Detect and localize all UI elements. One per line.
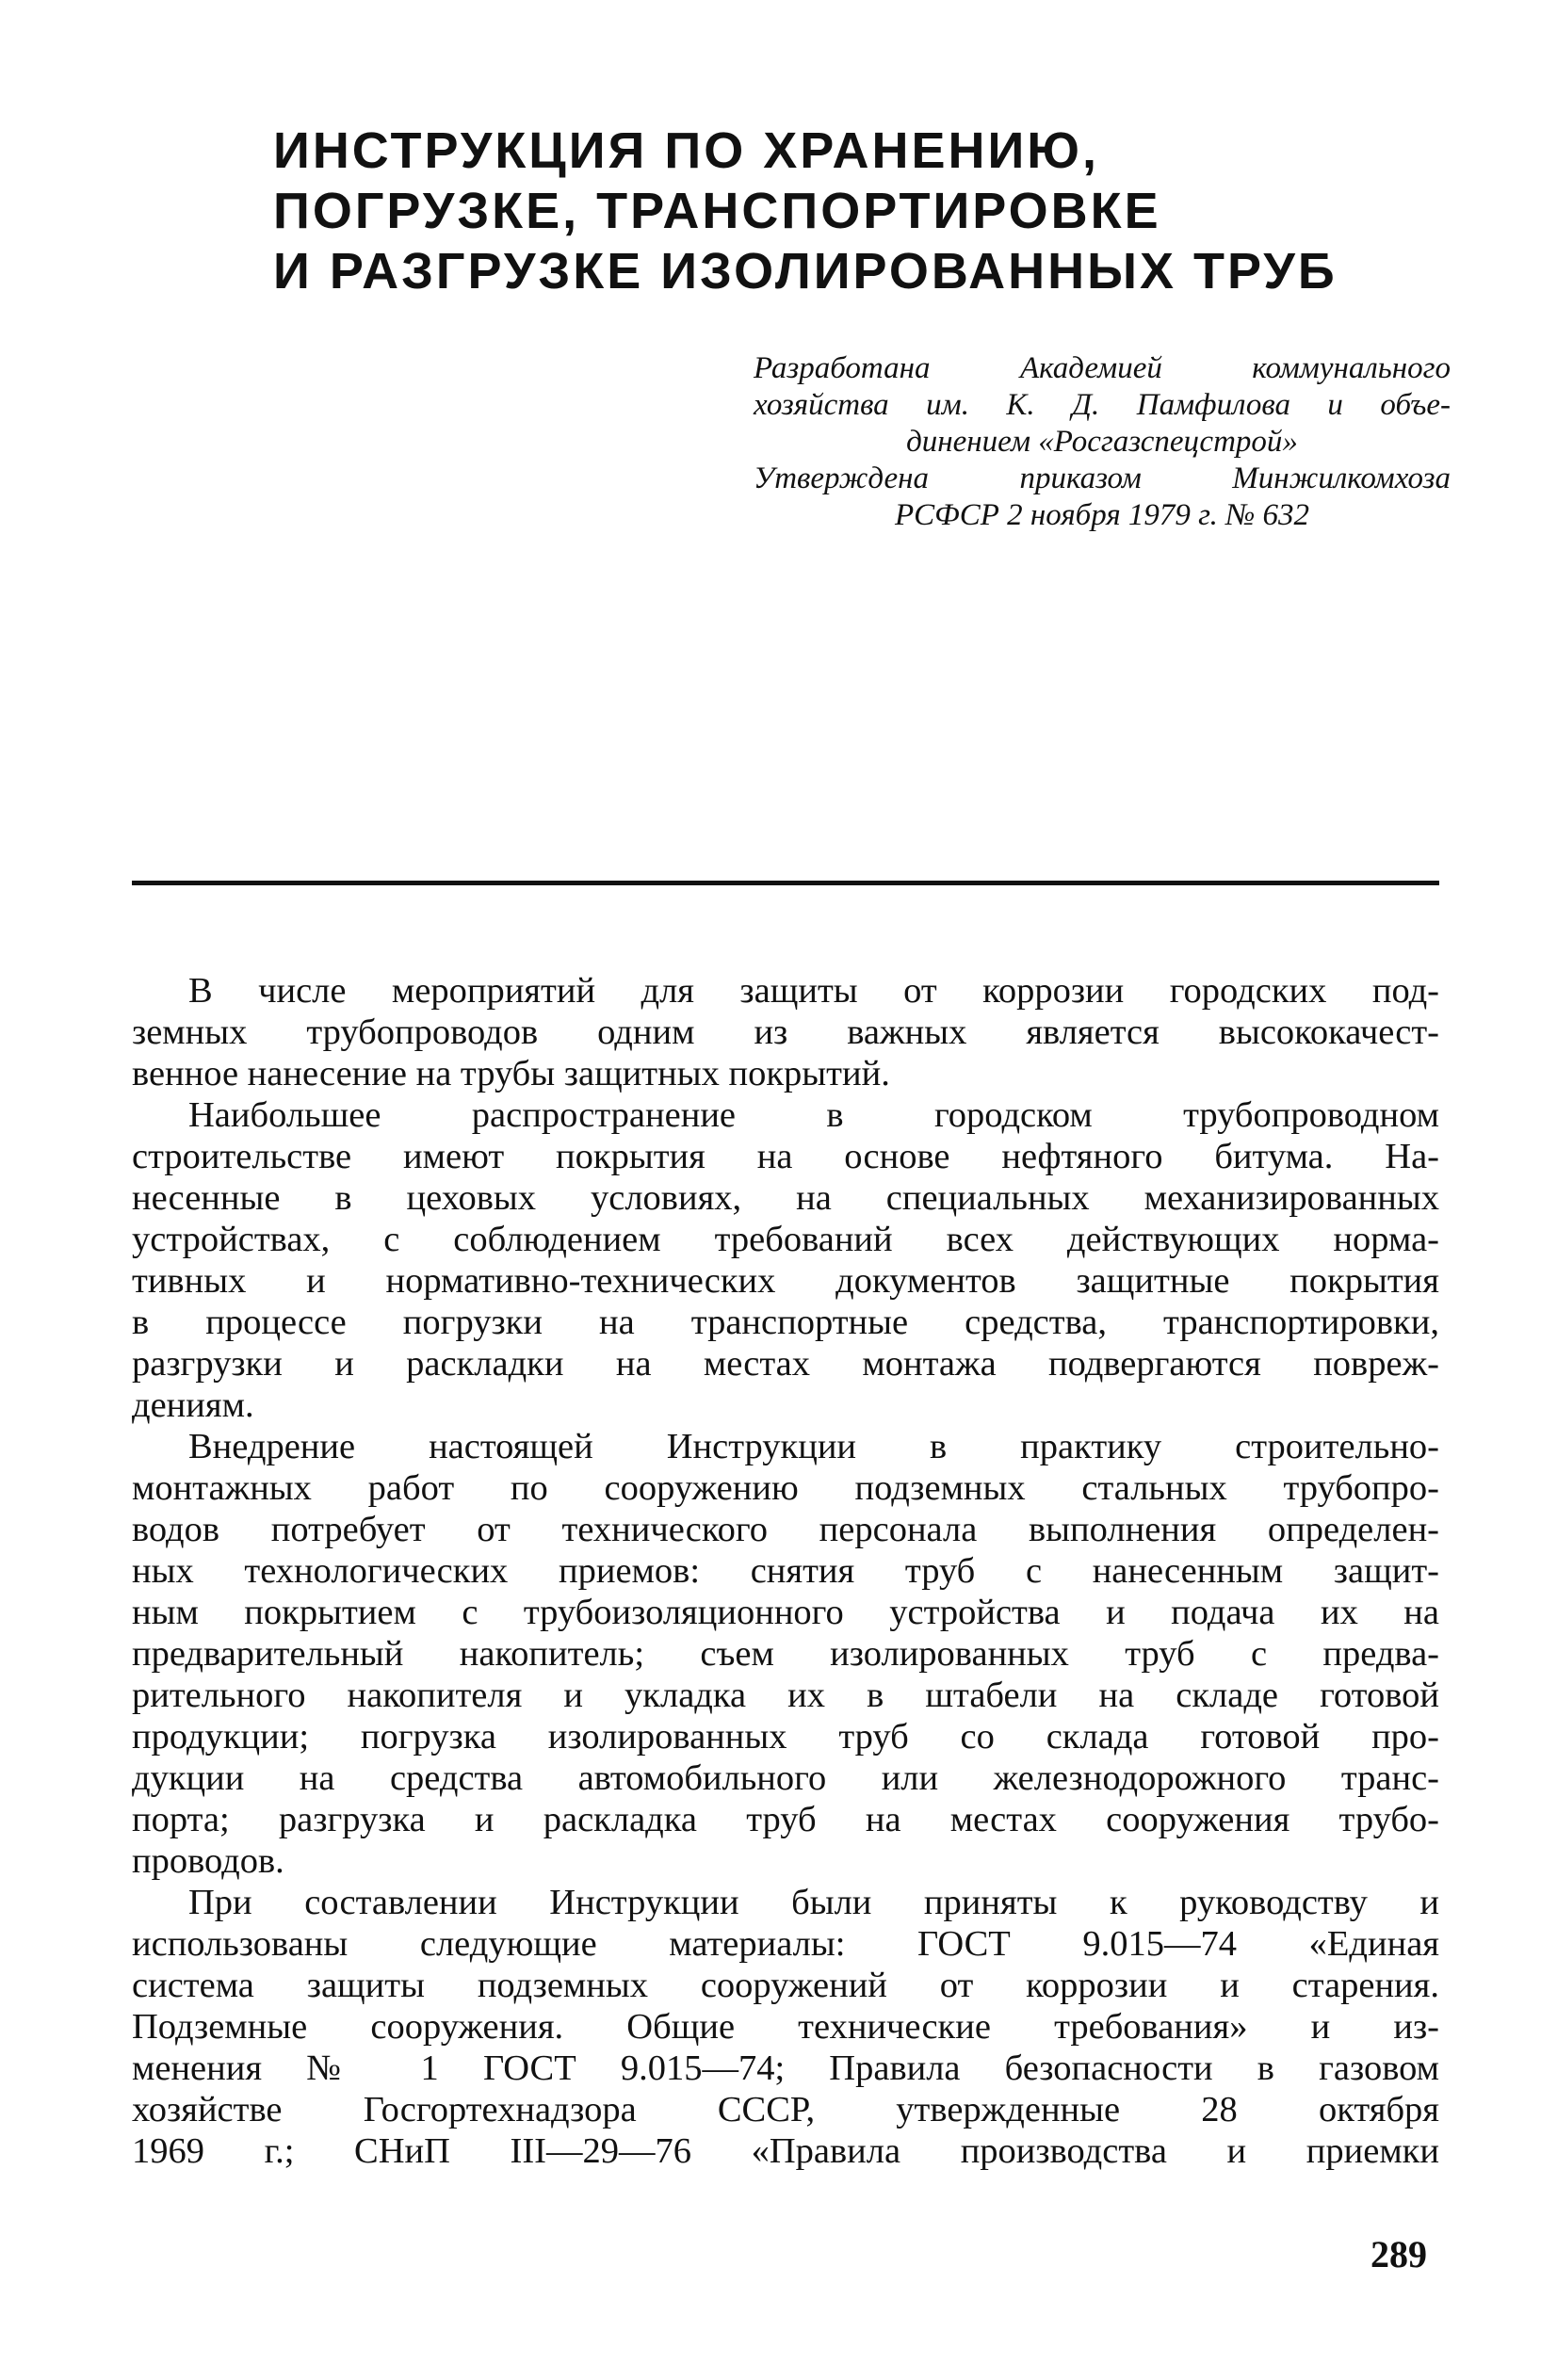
text-line: порта; разгрузка и раскладка труб на местах сооружения трубо-: [132, 1800, 1439, 1839]
title-line: ПОГРУЗКЕ, ТРАНСПОРТИРОВКЕ: [273, 183, 1161, 239]
title-line: ИНСТРУКЦИЯ ПО ХРАНЕНИЮ,: [273, 122, 1099, 179]
text-line: тивных и нормативно-технических документов защитные покрытия: [132, 1261, 1439, 1301]
text-line: система защиты подземных сооружений от коррозии и старения.: [132, 1966, 1439, 2005]
horizontal-divider: [132, 881, 1439, 885]
approval-line: динением «Росгазспецстрой»: [906, 425, 1298, 459]
text-line: При составлении Инструкции были приняты к руководству и: [188, 1883, 1439, 1922]
approval-line: Утверждена приказом Минжилкомхоза: [754, 461, 1451, 495]
approval-line: хозяйства им. К. Д. Памфилова и объе-: [754, 388, 1451, 422]
text-line: ным покрытием с трубоизоляционного устройства и подача их на: [132, 1593, 1439, 1632]
text-line: 1969 г.; СНиП III—29—76 «Правила производства и приемки: [132, 2131, 1439, 2171]
paragraph: [132, 1882, 1439, 2172]
text-line: в процессе погрузки на транспортные средства, транспортировки,: [132, 1303, 1439, 1342]
text-line: несенные в цеховых условиях, на специальных механизированных: [132, 1178, 1439, 1218]
paragraph: [132, 970, 1439, 1094]
text-line: Наибольшее распространение в городском трубопроводном: [188, 1095, 1439, 1135]
text-line: дукции на средства автомобильного или железнодорожного транс-: [132, 1758, 1439, 1798]
text-line: продукции; погрузка изолированных труб со склада готовой про-: [132, 1717, 1439, 1757]
text-line: водов потребует от технического персонала выполнения определен-: [132, 1510, 1439, 1549]
text-line: проводов.: [132, 1841, 284, 1881]
text-line: устройствах, с соблюдением требований всех действующих норма-: [132, 1220, 1439, 1259]
text-line: ных технологических приемов: снятия труб с нанесенным защит-: [132, 1551, 1439, 1591]
text-line: менения № 1 ГОСТ 9.015—74; Правила безопасности в газовом: [132, 2048, 1439, 2088]
text-line: использованы следующие материалы: ГОСТ 9.015—74 «Единая: [132, 1924, 1439, 1964]
text-line: В числе мероприятий для защиты от коррозии городских под-: [188, 971, 1439, 1011]
body-text: [132, 970, 1439, 2172]
text-line: разгрузки и раскладки на местах монтажа подвергаются повреж-: [132, 1344, 1439, 1384]
text-line: хозяйстве Госгортехнадзора СССР, утвержденные 28 октября: [132, 2090, 1439, 2129]
paragraph: [132, 1094, 1439, 1426]
text-line: Внедрение настоящей Инструкции в практику строительно-: [188, 1427, 1439, 1466]
text-line: дениям.: [132, 1385, 254, 1425]
text-line: венное нанесение на трубы защитных покрытий.: [132, 1054, 890, 1093]
document-title: [273, 121, 1385, 301]
approval-note: [754, 350, 1451, 534]
approval-line: РСФСР 2 ноября 1979 г. № 632: [895, 498, 1309, 532]
text-line: земных трубопроводов одним из важных является высококачест-: [132, 1012, 1439, 1052]
title-line: И РАЗГРУЗКЕ ИЗОЛИРОВАННЫХ ТРУБ: [273, 243, 1338, 300]
paragraph: [132, 1426, 1439, 1882]
page-number: 289: [1370, 2233, 1427, 2275]
text-line: строительстве имеют покрытия на основе нефтяного битума. На-: [132, 1137, 1439, 1176]
text-line: монтажных работ по сооружению подземных стальных трубопро-: [132, 1468, 1439, 1508]
text-line: предварительный накопитель; съем изолированных труб с предва-: [132, 1634, 1439, 1674]
approval-line: Разработана Академией коммунального: [754, 351, 1451, 385]
text-line: рительного накопителя и укладка их в штабели на складе готовой: [132, 1676, 1439, 1715]
text-line: Подземные сооружения. Общие технические требования» и из-: [132, 2007, 1439, 2047]
